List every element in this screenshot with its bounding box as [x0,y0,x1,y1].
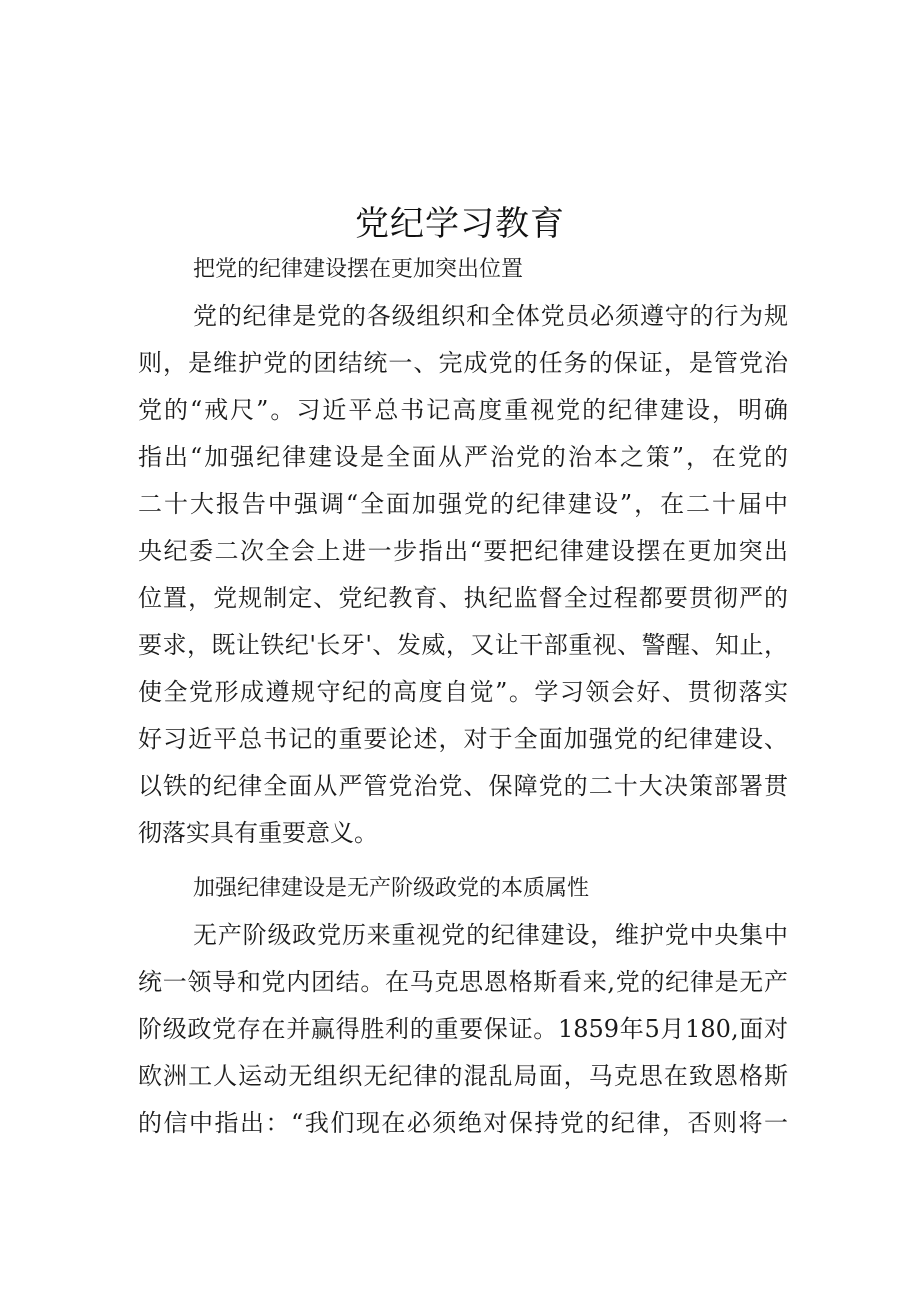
paragraph-2-line-5: 的信中指出：“我们现在必须绝对保持党的纪律，否则将一 [138,1109,788,1137]
paragraph-2-line-2: 统一领导和党内团结。在马克思恩格斯看来,党的纪律是无产 [138,968,788,996]
paragraph-spacer [138,857,788,865]
paragraph-1-line-10: 好习近平总书记的重要论述，对于全面加强党的纪律建设、 [138,725,788,753]
paragraph-2-line-3: 阶级政党存在并赢得胜利的重要保证。1859年5月180,面对 [138,1015,788,1043]
paragraph-1-line-3: 党的“戒尺”。习近平总书记高度重视党的纪律建设，明确 [138,396,788,424]
paragraph-2-line-4: 欧洲工人运动无组织无纪律的混乱局面，马克思在致恩格斯 [138,1062,788,1090]
paragraph-1-line-8: 要求，既让铁纪'长牙'、发威，又让干部重视、警醒、知止， [138,631,788,659]
paragraph-1-line-9: 使全党形成遵规守纪的高度自觉”。学习领会好、贯彻落实 [138,678,788,706]
paragraph-1-line-11: 以铁的纪律全面从严管党治党、保障党的二十大决策部署贯 [138,772,788,800]
paragraph-1-line-12: 彻落实具有重要意义。 [138,819,378,847]
document-body [138,246,788,1147]
paragraph-1-line-2: 则，是维护党的团结统一、完成党的任务的保证，是管党治 [138,349,788,377]
section-heading-1: 把党的纪律建设摆在更加突出位置 [193,257,524,282]
paragraph-2-line-1: 无产阶级政党历来重视党的纪律建设，维护党中央集中 [193,921,788,949]
section-heading-2: 加强纪律建设是无产阶级政党的本质属性 [193,876,590,901]
paragraph-1-line-7: 位置，党规制定、党纪教育、执纪监督全过程都要贯彻严的 [138,584,788,612]
paragraph-1-line-1: 党的纪律是党的各级组织和全体党员必须遵守的行为规 [193,302,788,330]
paragraph-1-line-5: 二十大报告中强调“全面加强党的纪律建设”，在二十届中 [138,490,788,518]
paragraph-1-line-4: 指出“加强纪律建设是全面从严治党的治本之策”，在党的 [138,443,788,471]
paragraph-1-line-6: 央纪委二次全会上进一步指出“要把纪律建设摆在更加突出 [138,537,788,565]
document-title: 党纪学习教育 [355,204,565,244]
